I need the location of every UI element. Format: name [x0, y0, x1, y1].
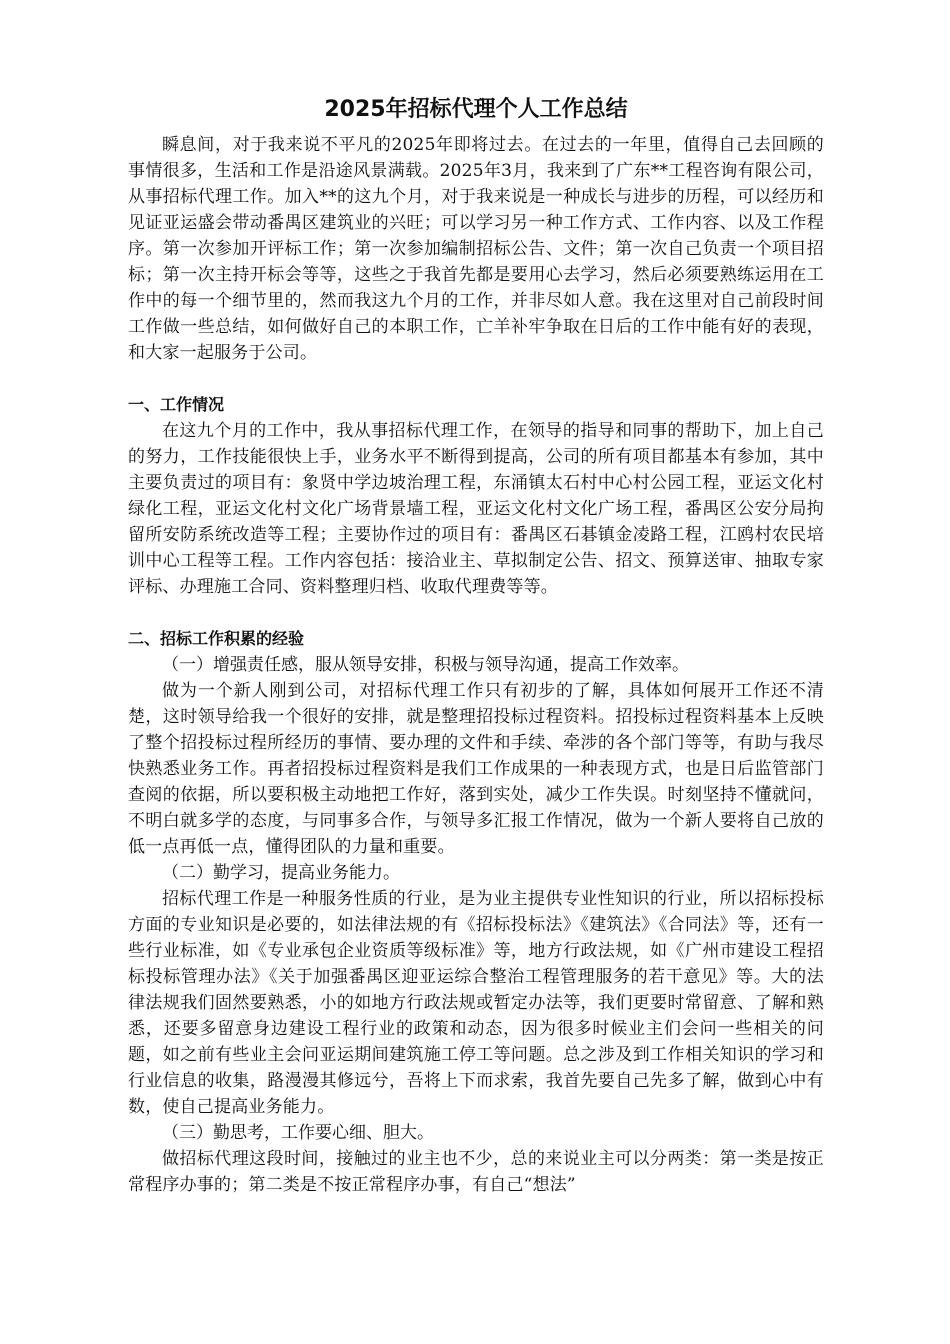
document-page [128, 92, 824, 1198]
section-heading-experience: 二、招标工作积累的经验 [128, 629, 305, 648]
document-title: 2025年招标代理个人工作总结 [324, 97, 628, 122]
section-heading-work-status: 一、工作情况 [128, 395, 225, 414]
subheading-responsibility: （一）增强责任感，服从领导安排，积极与领导沟通，提高工作效率。 [162, 655, 689, 675]
intro-paragraph: 瞬息间，对于我来说不平凡的2025年即将过去。在过去的一年里，值得自己去回顾的事情很多，生活和工作是沿途风景满载。2025年3月，我来到了广东**工程咨询有限公司，从事招标代理工作。加入**的这九个月，对于我来说是一种成长与进步的历程，可以经历和见证亚运盛会带动番禺区建筑业的兴旺；可以学习另一种工作方式、工作内容、以及工作程序。第一次参加开评标工作；第一次参加编制招标公告、文件；第一次自己负责一个项目招标；第一次主持开标会等等，这些之于我首先都是要用心去学习，然后必须要熟练运用在工作中的每一个细节里的，然而我这九个月的工作，并非尽如人意。我在这里对自己前段时间工作做一些总结，如何做好自己的本职工作，亡羊补牢争取在日后的工作中能有好的表现，和大家一起服务于公司。 [128, 135, 824, 363]
work-status-paragraph: 在这九个月的工作中，我从事招标代理工作，在领导的指导和同事的帮助下，加上自己的努力，工作技能很快上手，业务水平不断得到提高，公司的所有项目都基本有参加，其中主要负责过的项目有：象贤中学边坡治理工程，东涌镇太石村中心村公园工程，亚运文化村绿化工程，亚运文化村文化广场背景墙工程，亚运文化村文化广场工程，番禺区公安分局拘留所安防系统改造等工程；主要协作过的项目有：番禺区石碁镇金凌路工程，江鸥村农民培训中心工程等工程。工作内容包括：接洽业主、草拟制定公告、招文、预算送审、抽取专家评标、办理施工合同、资料整理归档、收取代理费等等。 [128, 421, 824, 597]
subheading-learning: （二）勤学习，提高业务能力。 [162, 863, 400, 883]
responsibility-paragraph: 做为一个新人刚到公司，对招标代理工作只有初步的了解，具体如何展开工作还不清楚，这时领导给我一个很好的安排，就是整理招投标过程资料。招投标过程资料基本上反映了整个招投标过程所经历的事情、要办理的文件和手续、牵涉的各个部门等等，有助与我尽快熟悉业务工作。再者招投标过程资料是我们工作成果的一种表现方式，也是日后监管部门查阅的依据，所以要积极主动地把工作好，落到实处，减少工作失误。时刻坚持不懂就问，不明白就多学的态度，与同事多合作，与领导多汇报工作情况，做为一个新人要将自己放的低一点再低一点，懂得团队的力量和重要。 [128, 681, 824, 857]
learning-paragraph: 招标代理工作是一种服务性质的行业，是为业主提供专业性知识的行业，所以招标投标方面的专业知识是必要的，如法律法规的有《招标投标法》《建筑法》《合同法》等，还有一些行业标准，如《专业承包企业资质等级标准》等，地方行政法规，如《广州市建设工程招标投标管理办法》《关于加强番禺区迎亚运综合整治工程管理服务的若干意见》等。大的法律法规我们固然要熟悉，小的如地方行政法规或暂定办法等，我们更要时常留意、了解和熟悉，还要多留意身边建设工程行业的政策和动态，因为很多时候业主们会问一些相关的问题，如之前有些业主会问亚运期间建筑施工停工等问题。总之涉及到工作相关知识的学习和行业信息的收集，路漫漫其修远兮，吾将上下而求索，我首先要自己先多了解，做到心中有数，使自己提高业务能力。 [128, 889, 824, 1117]
subheading-thinking: （三）勤思考，工作要心细、胆大。 [162, 1123, 434, 1143]
thinking-paragraph: 做招标代理这段时间，接触过的业主也不少，总的来说业主可以分两类：第一类是按正常程序办事的；第二类是不按正常程序办事，有自己“想法” [128, 1149, 824, 1195]
